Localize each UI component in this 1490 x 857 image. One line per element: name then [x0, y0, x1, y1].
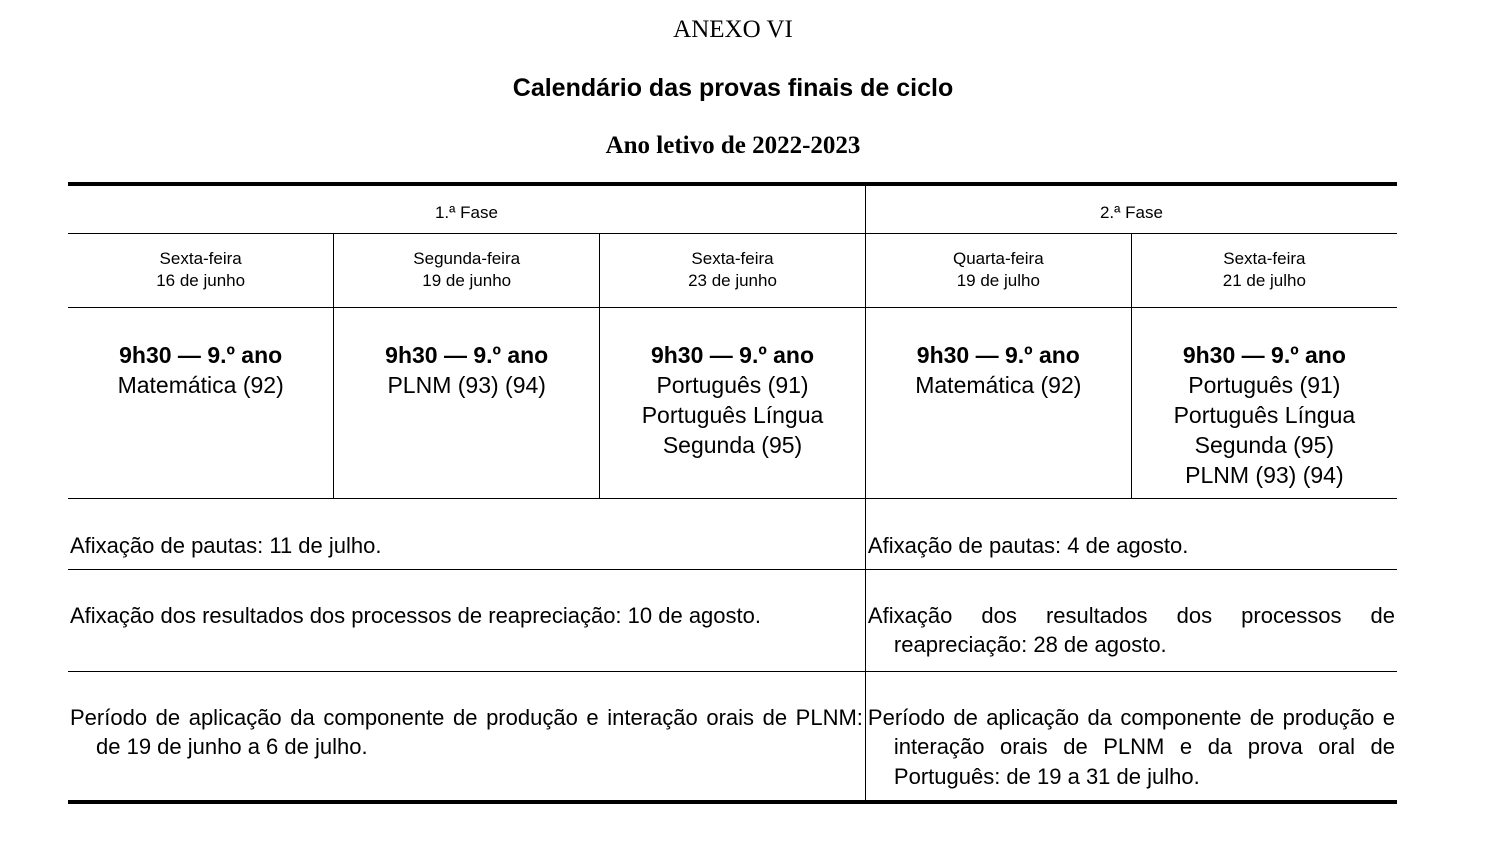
- exam-subject: PLNM (93) (94): [387, 371, 546, 398]
- exam-cell: [600, 307, 866, 498]
- exam-subject: Matemática (92): [117, 371, 284, 398]
- info-text: Afixação de pautas: 11 de julho.: [70, 532, 382, 558]
- info-cell-phase-2: [865, 671, 1397, 802]
- info-cell-phase-1: [68, 569, 865, 671]
- weekday-label: Sexta-feira: [691, 249, 774, 268]
- info-cell-phase-1: [68, 498, 865, 569]
- oral-component-row: [68, 671, 1397, 802]
- page-title: Calendário das provas finais de ciclo: [512, 74, 954, 102]
- exam-cell: [1131, 307, 1397, 498]
- grades-posting-row: [68, 498, 1397, 569]
- info-text: Afixação dos resultados dos processos de reapreciação: 10 de agosto.: [70, 602, 761, 628]
- exam-time: 9h30 — 9.º ano: [916, 341, 1080, 368]
- exam-subject: Segunda (95): [662, 431, 803, 458]
- exam-row: [68, 307, 1397, 498]
- date-label: 16 de junho: [156, 271, 246, 290]
- phase-2-header: 2.ª Fase: [865, 184, 1397, 233]
- weekday-label: Segunda-feira: [413, 249, 521, 268]
- date-label: 19 de julho: [956, 271, 1040, 290]
- exam-subject: Português (91): [1188, 371, 1341, 398]
- weekday-label: Quarta-feira: [952, 249, 1044, 268]
- exam-calendar-table: [68, 182, 1397, 804]
- date-label: 21 de julho: [1222, 271, 1306, 290]
- info-cell-phase-2: [865, 569, 1397, 671]
- exam-time: 9h30 — 9.º ano: [119, 341, 283, 368]
- phase-header-row: [68, 184, 1397, 233]
- date-label: 23 de junho: [688, 271, 777, 290]
- day-cell: [334, 233, 600, 307]
- exam-subject: Português (91): [656, 371, 809, 398]
- weekday-label: Sexta-feira: [1223, 249, 1306, 268]
- exam-time: 9h30 — 9.º ano: [1182, 341, 1346, 368]
- exam-time: 9h30 — 9.º ano: [650, 341, 815, 368]
- annex-label: ANEXO VI: [673, 16, 793, 43]
- info-text: Período de aplicação da componente de produção e interação orais de PLNM: de 19 de junho a 6 de julho.: [70, 704, 863, 759]
- info-text: Afixação dos resultados dos processos de reapreciação: 28 de agosto.: [867, 602, 1396, 657]
- exam-cell: [68, 307, 334, 498]
- school-year-subtitle: Ano letivo de 2022-2023: [605, 132, 861, 159]
- exam-subject: Segunda (95): [1194, 431, 1335, 458]
- exam-subject: Português Língua: [641, 401, 824, 428]
- exam-subject: Matemática (92): [915, 371, 1082, 398]
- exam-subject: PLNM (93) (94): [1185, 461, 1344, 488]
- weekday-label: Sexta-feira: [159, 249, 242, 268]
- exam-cell: [334, 307, 600, 498]
- exam-time: 9h30 — 9.º ano: [385, 341, 549, 368]
- info-text: Afixação de pautas: 4 de agosto.: [867, 532, 1189, 558]
- day-cell: [1131, 233, 1397, 307]
- day-header-row: [68, 233, 1397, 307]
- exam-subject: Português Língua: [1173, 401, 1356, 428]
- date-label: 19 de junho: [422, 271, 512, 290]
- info-cell-phase-2: [865, 498, 1397, 569]
- phase-1-header: 1.ª Fase: [68, 184, 865, 233]
- reappraisal-results-row: [68, 569, 1397, 671]
- info-cell-phase-1: [68, 671, 865, 802]
- day-cell: [865, 233, 1131, 307]
- info-text: Período de aplicação da componente de produção e interação orais de PLNM e da prova oral de Português: de 19 a 31 de julho.: [867, 704, 1396, 789]
- exam-cell: [865, 307, 1131, 498]
- day-cell: [68, 233, 334, 307]
- day-cell: [600, 233, 866, 307]
